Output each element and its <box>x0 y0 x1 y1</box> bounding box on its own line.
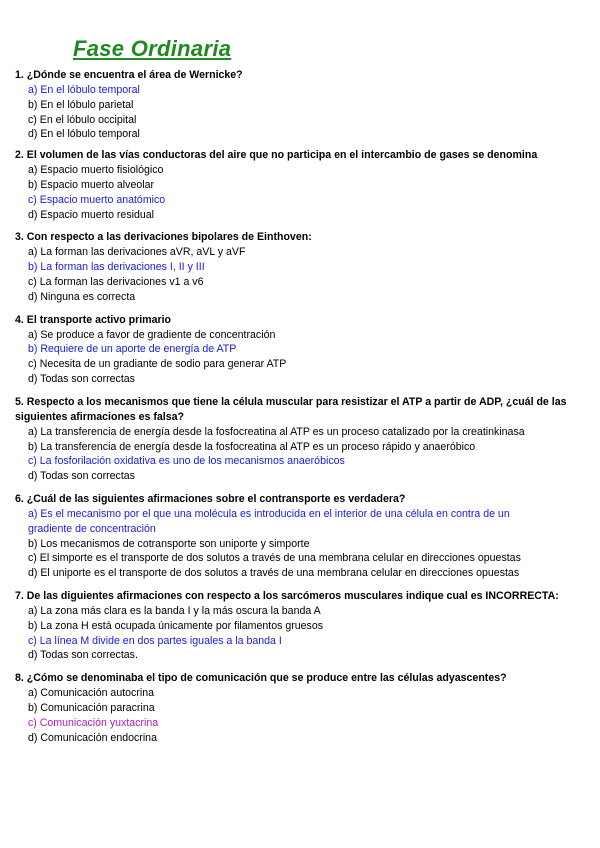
question-3 <box>15 230 590 304</box>
option-c: c) En el lóbulo occipital <box>28 113 137 126</box>
option-d: d) En el lóbulo temporal <box>28 128 140 141</box>
option-c: c) La línea M divide en dos partes iguales a la banda I <box>28 634 282 647</box>
option-d: d) Todas son correctas <box>28 372 135 385</box>
question-text: 4. El transporte activo primario <box>15 313 172 326</box>
question-text: 2. El volumen de las vías conductoras del aire que no participa en el intercambio de gases se denomina <box>15 149 538 162</box>
option-a: a) La forman las derivaciones aVR, aVL y aVF <box>28 246 246 259</box>
option-a: a) Se produce a favor de gradiente de concentración <box>28 328 276 341</box>
question-7 <box>15 589 590 663</box>
question-1 <box>15 68 590 142</box>
question-8 <box>15 671 590 745</box>
option-d: d) Todas son correctas. <box>28 649 138 662</box>
option-d: d) Ninguna es correcta <box>28 290 136 303</box>
option-a: a) La transferencia de energía desde la fosfocreatina al ATP es un proceso catalizado por la creatinkinasa <box>28 425 525 438</box>
option-c: c) Comunicación yuxtacrina <box>28 716 159 729</box>
option-b: b) Comunicación paracrina <box>28 701 155 714</box>
option-b: b) Requiere de un aporte de energía de ATP <box>28 343 237 356</box>
question-text: 5. Respecto a los mecanismos que tiene la célula muscular para resistizar el ATP a partir de ADP, ¿cuál de las siguientes afirmaciones es falsa? <box>15 395 567 423</box>
option-a: a) La zona más clara es la banda I y la más oscura la banda A <box>28 604 321 617</box>
option-a-continuation: gradiente de concentración <box>28 522 156 535</box>
option-c: c) La fosforilación oxidativa es uno de los mecanismos anaeróbicos <box>28 455 345 468</box>
option-d: d) Espacio muerto residual <box>28 208 155 221</box>
question-5 <box>15 395 590 484</box>
page-title: Fase Ordinaria <box>73 36 232 61</box>
option-a: a) En el lóbulo temporal <box>28 84 140 96</box>
option-c: c) El simporte es el transporte de dos solutos a través de una membrana celular en direcciones opuestas <box>28 552 521 565</box>
question-list <box>15 68 590 751</box>
option-a-text: a) Es el mecanismo por el que una molécula es introducida en el interior de una célula en contra de un <box>28 507 510 520</box>
question-2 <box>15 148 590 222</box>
option-b: b) La forman las derivaciones I, II y III <box>28 261 205 274</box>
question-text: 7. De las diguientes afirmaciones con respecto a los sarcómeros musculares indique cual es INCORRECTA: <box>15 589 559 602</box>
question-text: 6. ¿Cuál de las siguientes afirmaciones sobre el contransporte es verdadera? <box>15 492 406 505</box>
question-text: 3. Con respecto a las derivaciones bipolares de Einthoven: <box>15 231 312 244</box>
question-text: 8. ¿Cómo se denominaba el tipo de comunicación que se produce entre las células adyascentes? <box>15 672 507 685</box>
option-b: b) La transferencia de energía desde la fosfocreatina al ATP es un proceso rápido y anaeróbico <box>28 440 476 453</box>
option-a: a) Espacio muerto fisiológico <box>28 164 164 177</box>
option-d: d) Comunicación endocrina <box>28 731 157 744</box>
option-d: d) El uniporte es el transporte de dos solutos a través de una membrana celular en direcciones opuestas <box>28 567 520 580</box>
question-4 <box>15 313 590 387</box>
option-d: d) Todas son correctas <box>28 470 135 483</box>
option-c: c) La forman las derivaciones v1 a v6 <box>28 275 204 288</box>
option-b: b) En el lóbulo parietal <box>28 98 134 111</box>
option-b: b) Los mecanismos de cotransporte son uniporte y simporte <box>28 537 310 550</box>
option-b: b) La zona H está ocupada únicamente por filamentos gruesos <box>28 619 324 632</box>
option-a <box>28 507 590 537</box>
question-text: 1. ¿Dónde se encuentra el área de Wernicke? <box>15 69 243 81</box>
option-a: a) Comunicación autocrina <box>28 687 155 700</box>
option-c: c) Espacio muerto anatómico <box>28 193 166 206</box>
option-b: b) Espacio muerto alveolar <box>28 178 155 191</box>
question-6 <box>15 492 590 581</box>
option-c: c) Necesita de un gradiante de sodio para generar ATP <box>28 358 287 371</box>
